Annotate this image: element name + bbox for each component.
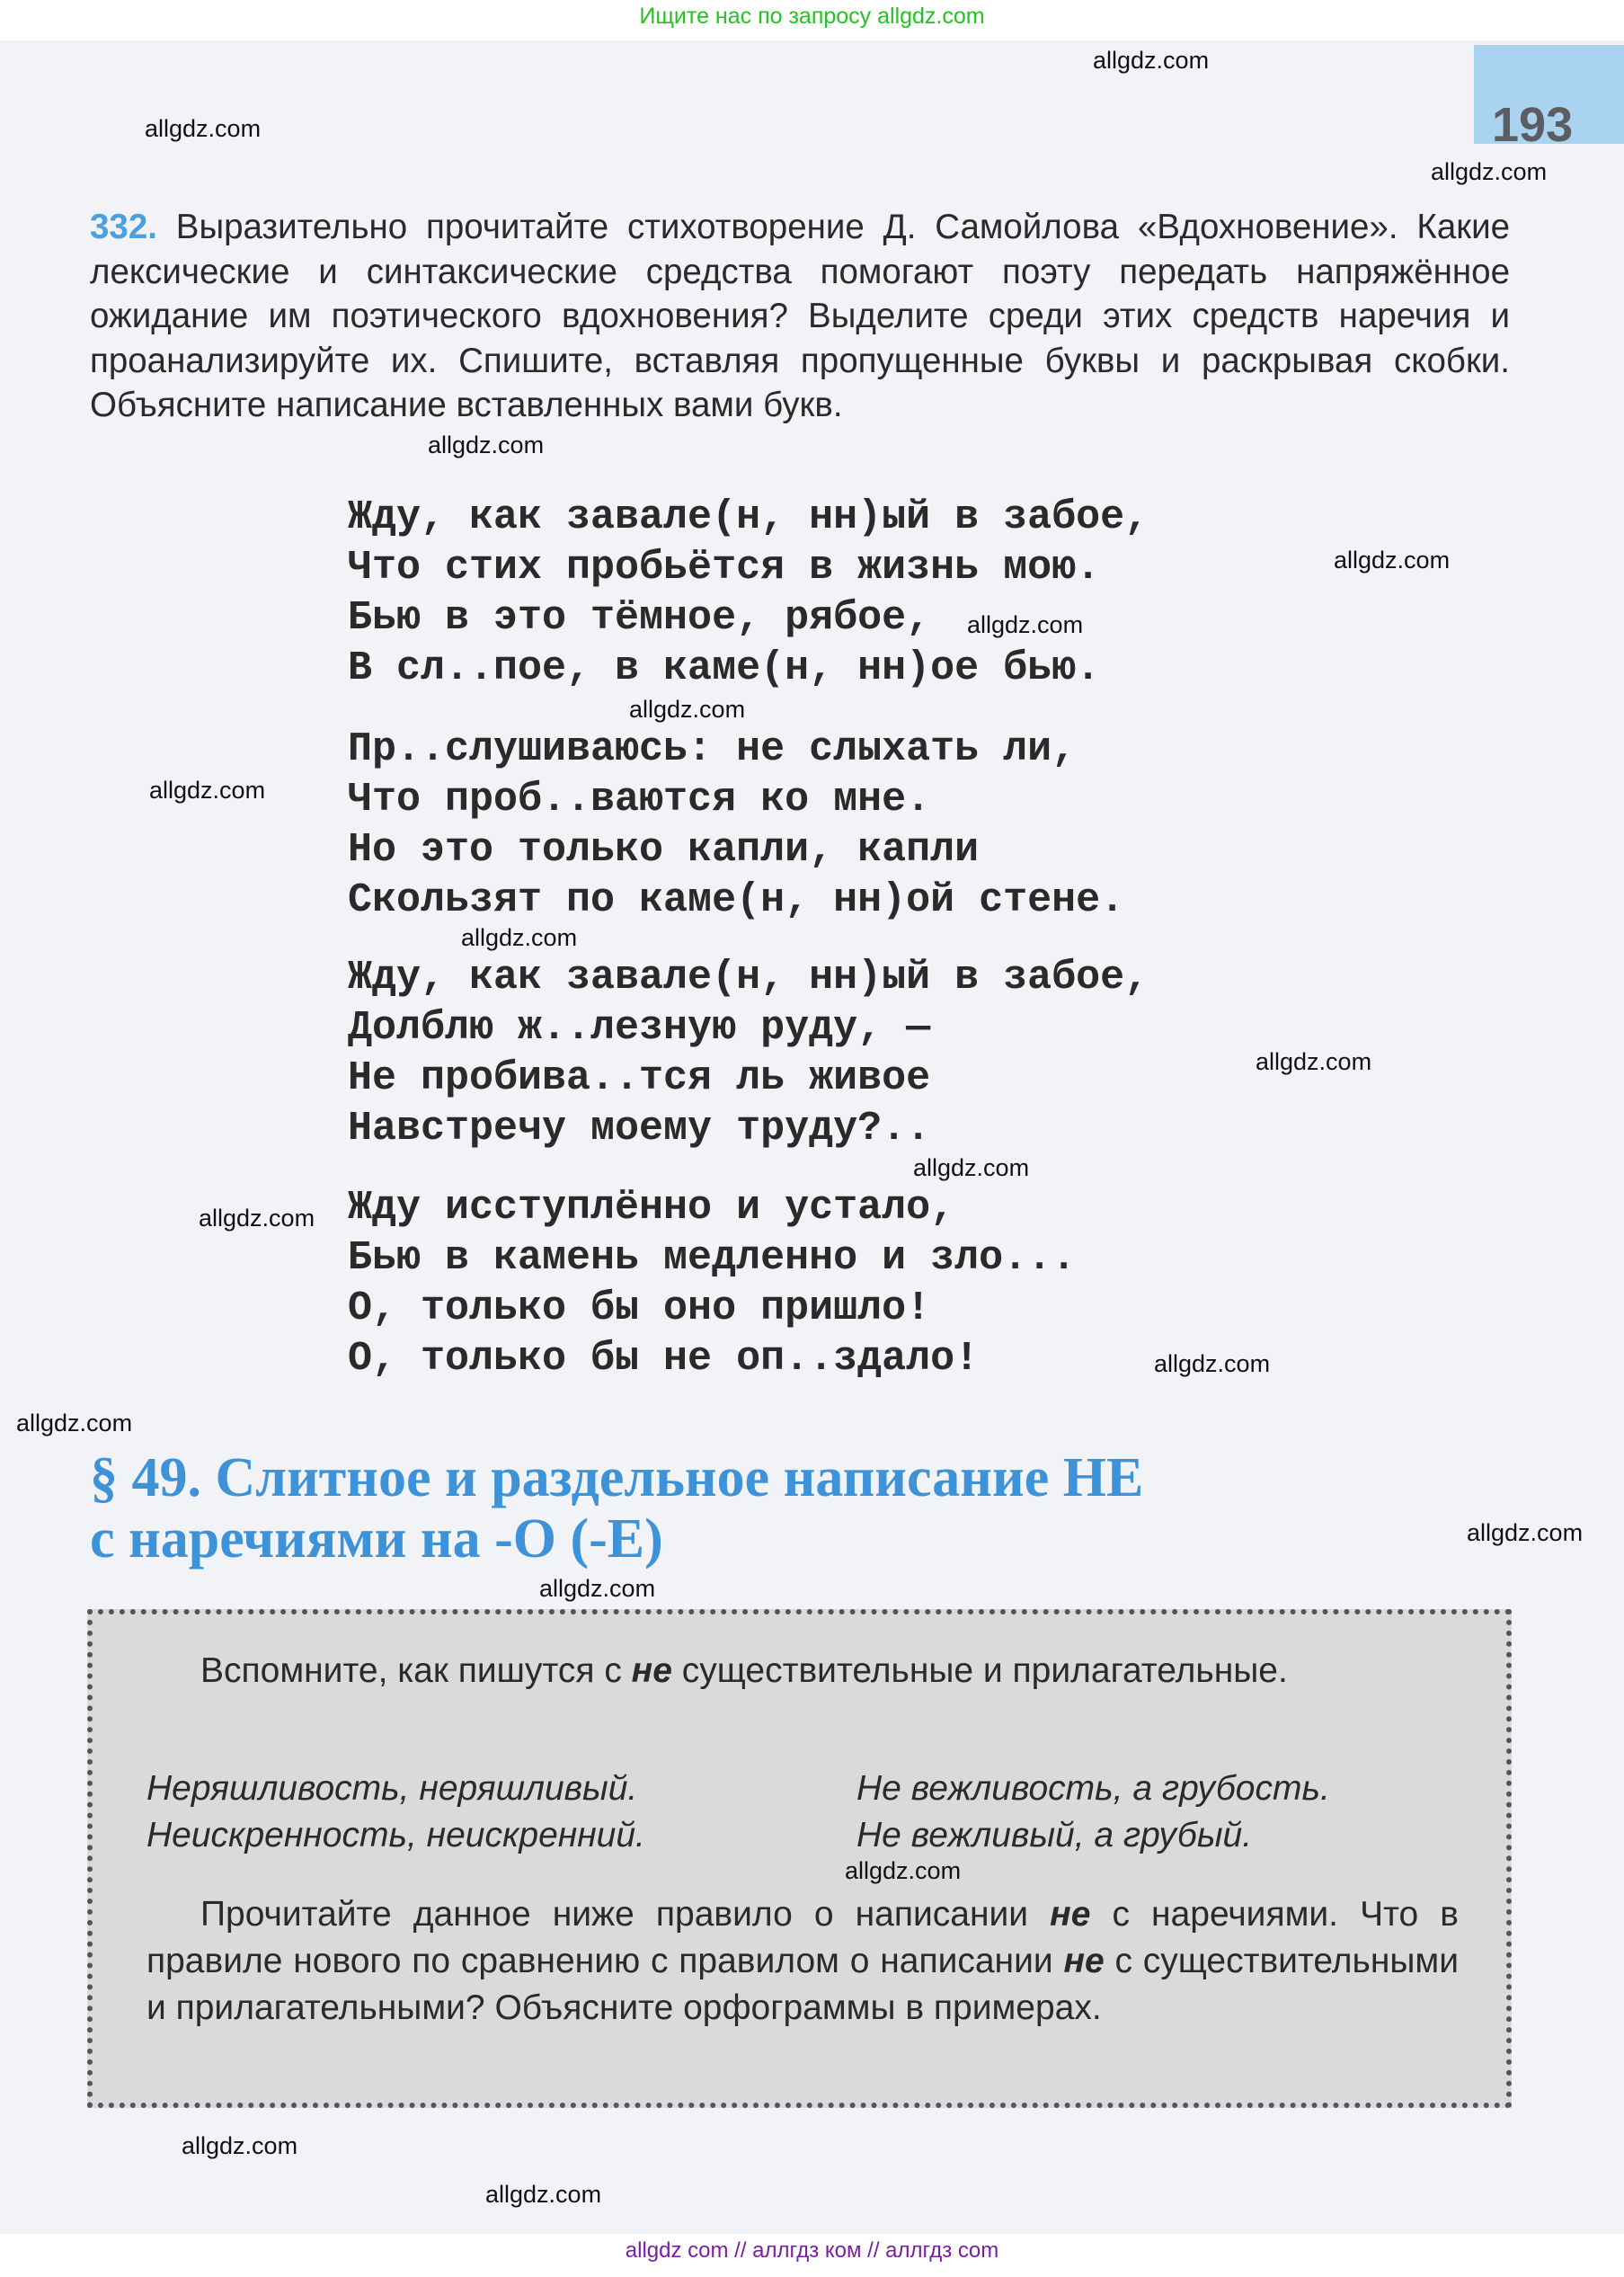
exercise-number: 332. xyxy=(90,208,157,246)
watermark: allgdz.com xyxy=(428,431,545,458)
watermark: allgdz.com xyxy=(1256,1048,1372,1075)
watermark: allgdz.com xyxy=(461,924,578,951)
exercise-332 xyxy=(90,205,1510,428)
reminder-text xyxy=(146,1648,1459,1694)
example: Неряшливость, неряшливый. xyxy=(146,1769,638,1808)
watermark: allgdz.com xyxy=(149,777,266,804)
reminder-box xyxy=(87,1609,1512,2108)
watermark: allgdz.com xyxy=(913,1154,1030,1181)
poem-line: Жду, как завале(н, нн)ый в забое, xyxy=(348,955,1149,1001)
example-row-2 xyxy=(146,1812,1459,1859)
example: Не вежливость, а грубость. xyxy=(856,1769,1330,1808)
poem-line: Жду, как завале(н, нн)ый в забое, xyxy=(348,494,1149,540)
poem-line: Что стих пробьётся в жизнь мою. xyxy=(348,545,1101,591)
footer-links[interactable]: allgdz com // аллгдз ком // аллгдз com xyxy=(625,2238,999,2263)
watermark: allgdz.com xyxy=(485,2181,602,2208)
section-heading xyxy=(90,1447,1143,1570)
example-row-1 xyxy=(146,1766,1459,1812)
poem-stanza-1 xyxy=(348,493,1149,694)
example: Неискренность, неискренний. xyxy=(146,1816,645,1855)
watermark: allgdz.com xyxy=(145,115,262,142)
text: Вспомните, как пишутся с xyxy=(200,1651,632,1690)
poem-line: В сл..пое, в каме(н, нн)ое бью. xyxy=(348,645,1101,691)
emphasis: не xyxy=(1050,1895,1091,1934)
watermark: allgdz.com xyxy=(539,1575,656,1602)
poem-line: Не пробива..тся ль живое xyxy=(348,1055,931,1101)
poem-stanza-2 xyxy=(348,725,1124,926)
poem-stanza-4 xyxy=(348,1183,1076,1384)
text: Прочитайте данное ниже правило о написании xyxy=(200,1895,1051,1934)
watermark: allgdz.com xyxy=(1093,47,1210,74)
watermark: allgdz.com xyxy=(16,1410,133,1436)
text: с наречиями. Что в правиле нового по сравнению с правилом о написании xyxy=(146,1895,1459,1980)
watermark: allgdz.com xyxy=(1154,1350,1271,1377)
watermark: allgdz.com xyxy=(199,1205,315,1232)
emphasis: не xyxy=(631,1651,672,1690)
heading-line-1: § 49. Слитное и раздельное написание НЕ xyxy=(90,1447,1144,1508)
text: существительные и прилагательные. xyxy=(671,1651,1288,1690)
poem-line: Что проб..ваются ко мне. xyxy=(348,777,931,823)
poem-line: Скользят по каме(н, нн)ой стене. xyxy=(348,877,1125,923)
poem-line: Пр..слушиваюсь: не слыхать ли, xyxy=(348,726,1077,772)
text: с существительными и прилагательными? Объясните орфограммы в примерах. xyxy=(146,1942,1460,2027)
watermark: allgdz.com xyxy=(967,611,1084,638)
poem-line: Бью в это тёмное, рябое, xyxy=(348,595,931,641)
poem-line: Бью в камень медленно и зло... xyxy=(348,1235,1077,1281)
poem-line: О, только бы не оп..здало! xyxy=(348,1336,980,1382)
page-number: 193 xyxy=(1492,98,1574,152)
question-text xyxy=(146,1891,1459,2032)
exercise-text: Выразительно прочитайте стихотворение Д. Самойлова «Вдохновение». Какие лексические и синтаксические средства помогают поэту передать напряжённое ожидание им поэтического вдохновения? Выделите среди этих средств наречия и проанализируйте их. Спишите, вставляя пропущенные буквы и раскрывая скобки. Объясните написание вставленных вами букв. xyxy=(90,208,1510,424)
watermark: allgdz.com xyxy=(1467,1519,1584,1546)
heading-line-2: с наречиями на -О (-Е) xyxy=(90,1508,663,1570)
top-banner[interactable]: Ищите нас по запросу allgdz.com xyxy=(639,4,985,29)
poem-line: Жду исступлённо и устало, xyxy=(348,1185,955,1231)
emphasis: не xyxy=(1063,1942,1105,1980)
example: Не вежливый, а грубый. xyxy=(856,1816,1253,1855)
watermark: allgdz.com xyxy=(182,2132,298,2159)
watermark: allgdz.com xyxy=(845,1857,962,1884)
poem-line: Навстречу моему труду?.. xyxy=(348,1106,931,1152)
poem-line: О, только бы оно пришло! xyxy=(348,1285,931,1331)
watermark: allgdz.com xyxy=(629,696,746,723)
poem-stanza-3 xyxy=(348,953,1149,1154)
poem-line: Долблю ж..лезную руду, — xyxy=(348,1005,931,1051)
watermark: allgdz.com xyxy=(1431,158,1548,185)
poem-line: Но это только капли, капли xyxy=(348,827,980,873)
watermark: allgdz.com xyxy=(1334,547,1451,574)
